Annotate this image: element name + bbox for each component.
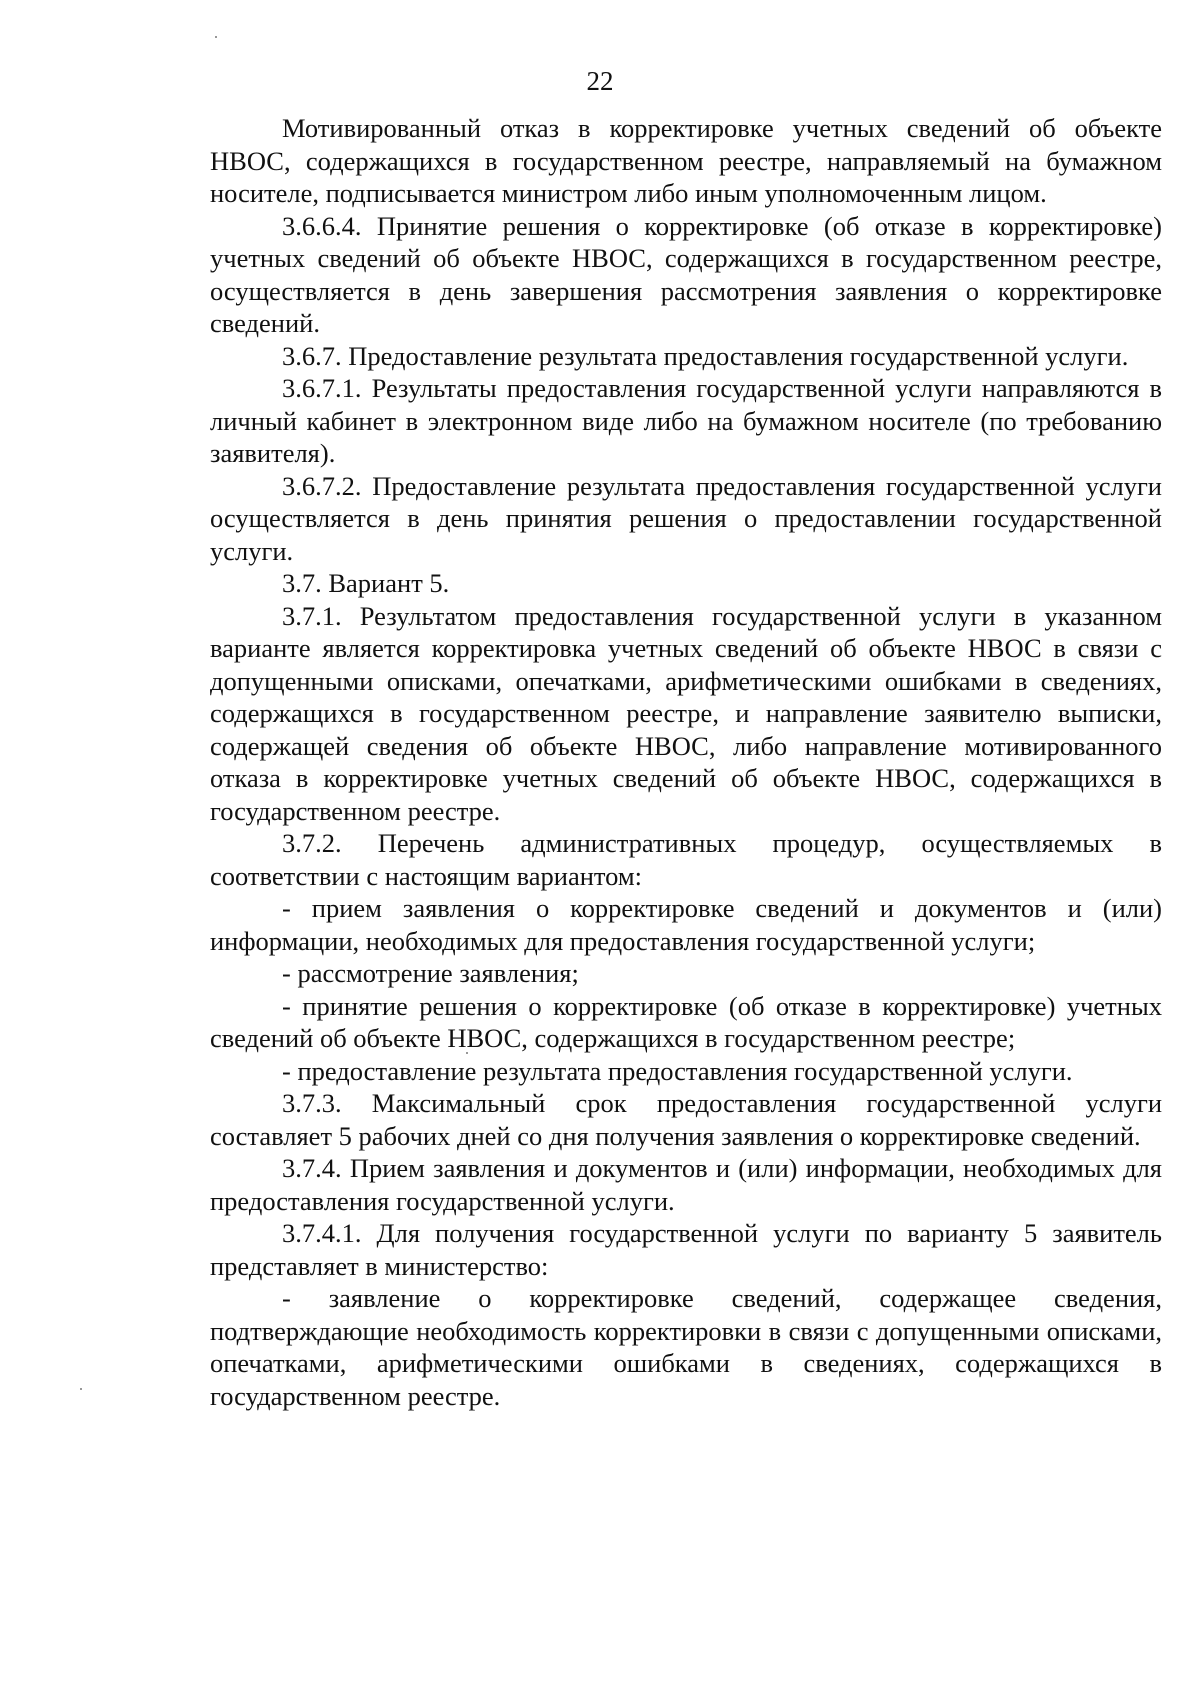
paragraph-3-6-7-2: 3.6.7.2. Предоставление результата предоставления государственной услуги осуществляется в день принятия решения о предоставлении государственной услуги. bbox=[210, 470, 1162, 566]
paragraph-3-7-2: 3.7.2. Перечень административных процедур, осуществляемых в соответствии с настоящим вариантом: bbox=[210, 828, 1162, 891]
paragraph-3-6-6-4: 3.6.6.4. Принятие решения о корректировке (об отказе в корректировке) учетных сведений об объекте НВОС, содержащихся в государственном реестре, осуществляется в день завершения рассмотрения заявления о корректировке сведений. bbox=[210, 210, 1162, 338]
list-item-procedure-3: - принятие решения о корректировке (об отказе в корректировке) учетных сведений об объекте НВОС, содержащихся в государственном реестре; bbox=[210, 990, 1162, 1053]
paragraph-3-7-3: 3.7.3. Максимальный срок предоставления государственной услуги составляет 5 рабочих дней со дня получения заявления о корректировке сведений. bbox=[210, 1088, 1162, 1151]
paragraph-3-7-4: 3.7.4. Прием заявления и документов и (или) информации, необходимых для предоставления государственной услуги. bbox=[210, 1153, 1162, 1216]
list-item-application: - заявление о корректировке сведений, содержащее сведения, подтверждающие необходимость корректировки в связи с допущенными описками, опечатками, арифметическими ошибками в сведениях, содержащихся в государственном реестре. bbox=[210, 1283, 1162, 1411]
paragraph-3-7-1: 3.7.1. Результатом предоставления государственной услуги в указанном варианте является корректировка учетных сведений об объекте НВОС в связи с допущенными описками, опечатками, арифметическими ошибками в сведениях, содержащихся в государственном реестре, и направление заявителю выписки, содержащей сведения об объекте НВОС, либо направление мотивированного отказа в корректировке учетных сведений об объекте НВОС, содержащихся в государственном реестре. bbox=[210, 600, 1162, 826]
scan-speck bbox=[80, 1388, 82, 1390]
scan-speck bbox=[215, 36, 217, 38]
list-item-procedure-4: - предоставление результата предоставления государственной услуги. bbox=[282, 1055, 1073, 1086]
paragraph-3-7-4-1: 3.7.4.1. Для получения государственной услуги по варианту 5 заявитель представляет в министерство: bbox=[210, 1218, 1162, 1281]
paragraph-refusal-signature: Мотивированный отказ в корректировке учетных сведений об объекте НВОС, содержащихся в государственном реестре, направляемый на бумажном носителе, подписывается министром либо иным уполномоченным лицом. bbox=[210, 113, 1162, 208]
document-body bbox=[210, 112, 1162, 1412]
paragraph-3-7-heading: 3.7. Вариант 5. bbox=[282, 568, 450, 598]
list-item-procedure-1: - прием заявления о корректировке сведений и документов и (или) информации, необходимых для предоставления государственной услуги; bbox=[210, 893, 1162, 956]
list-item-procedure-2: - рассмотрение заявления; bbox=[282, 958, 579, 988]
paragraph-3-6-7-1: 3.6.7.1. Результаты предоставления государственной услуги направляются в личный кабинет в электронном виде либо на бумажном носителе (по требованию заявителя). bbox=[210, 373, 1162, 468]
paragraph-3-6-7: 3.6.7. Предоставление результата предоставления государственной услуги. bbox=[282, 340, 1129, 371]
page-number: 22 bbox=[586, 66, 614, 96]
